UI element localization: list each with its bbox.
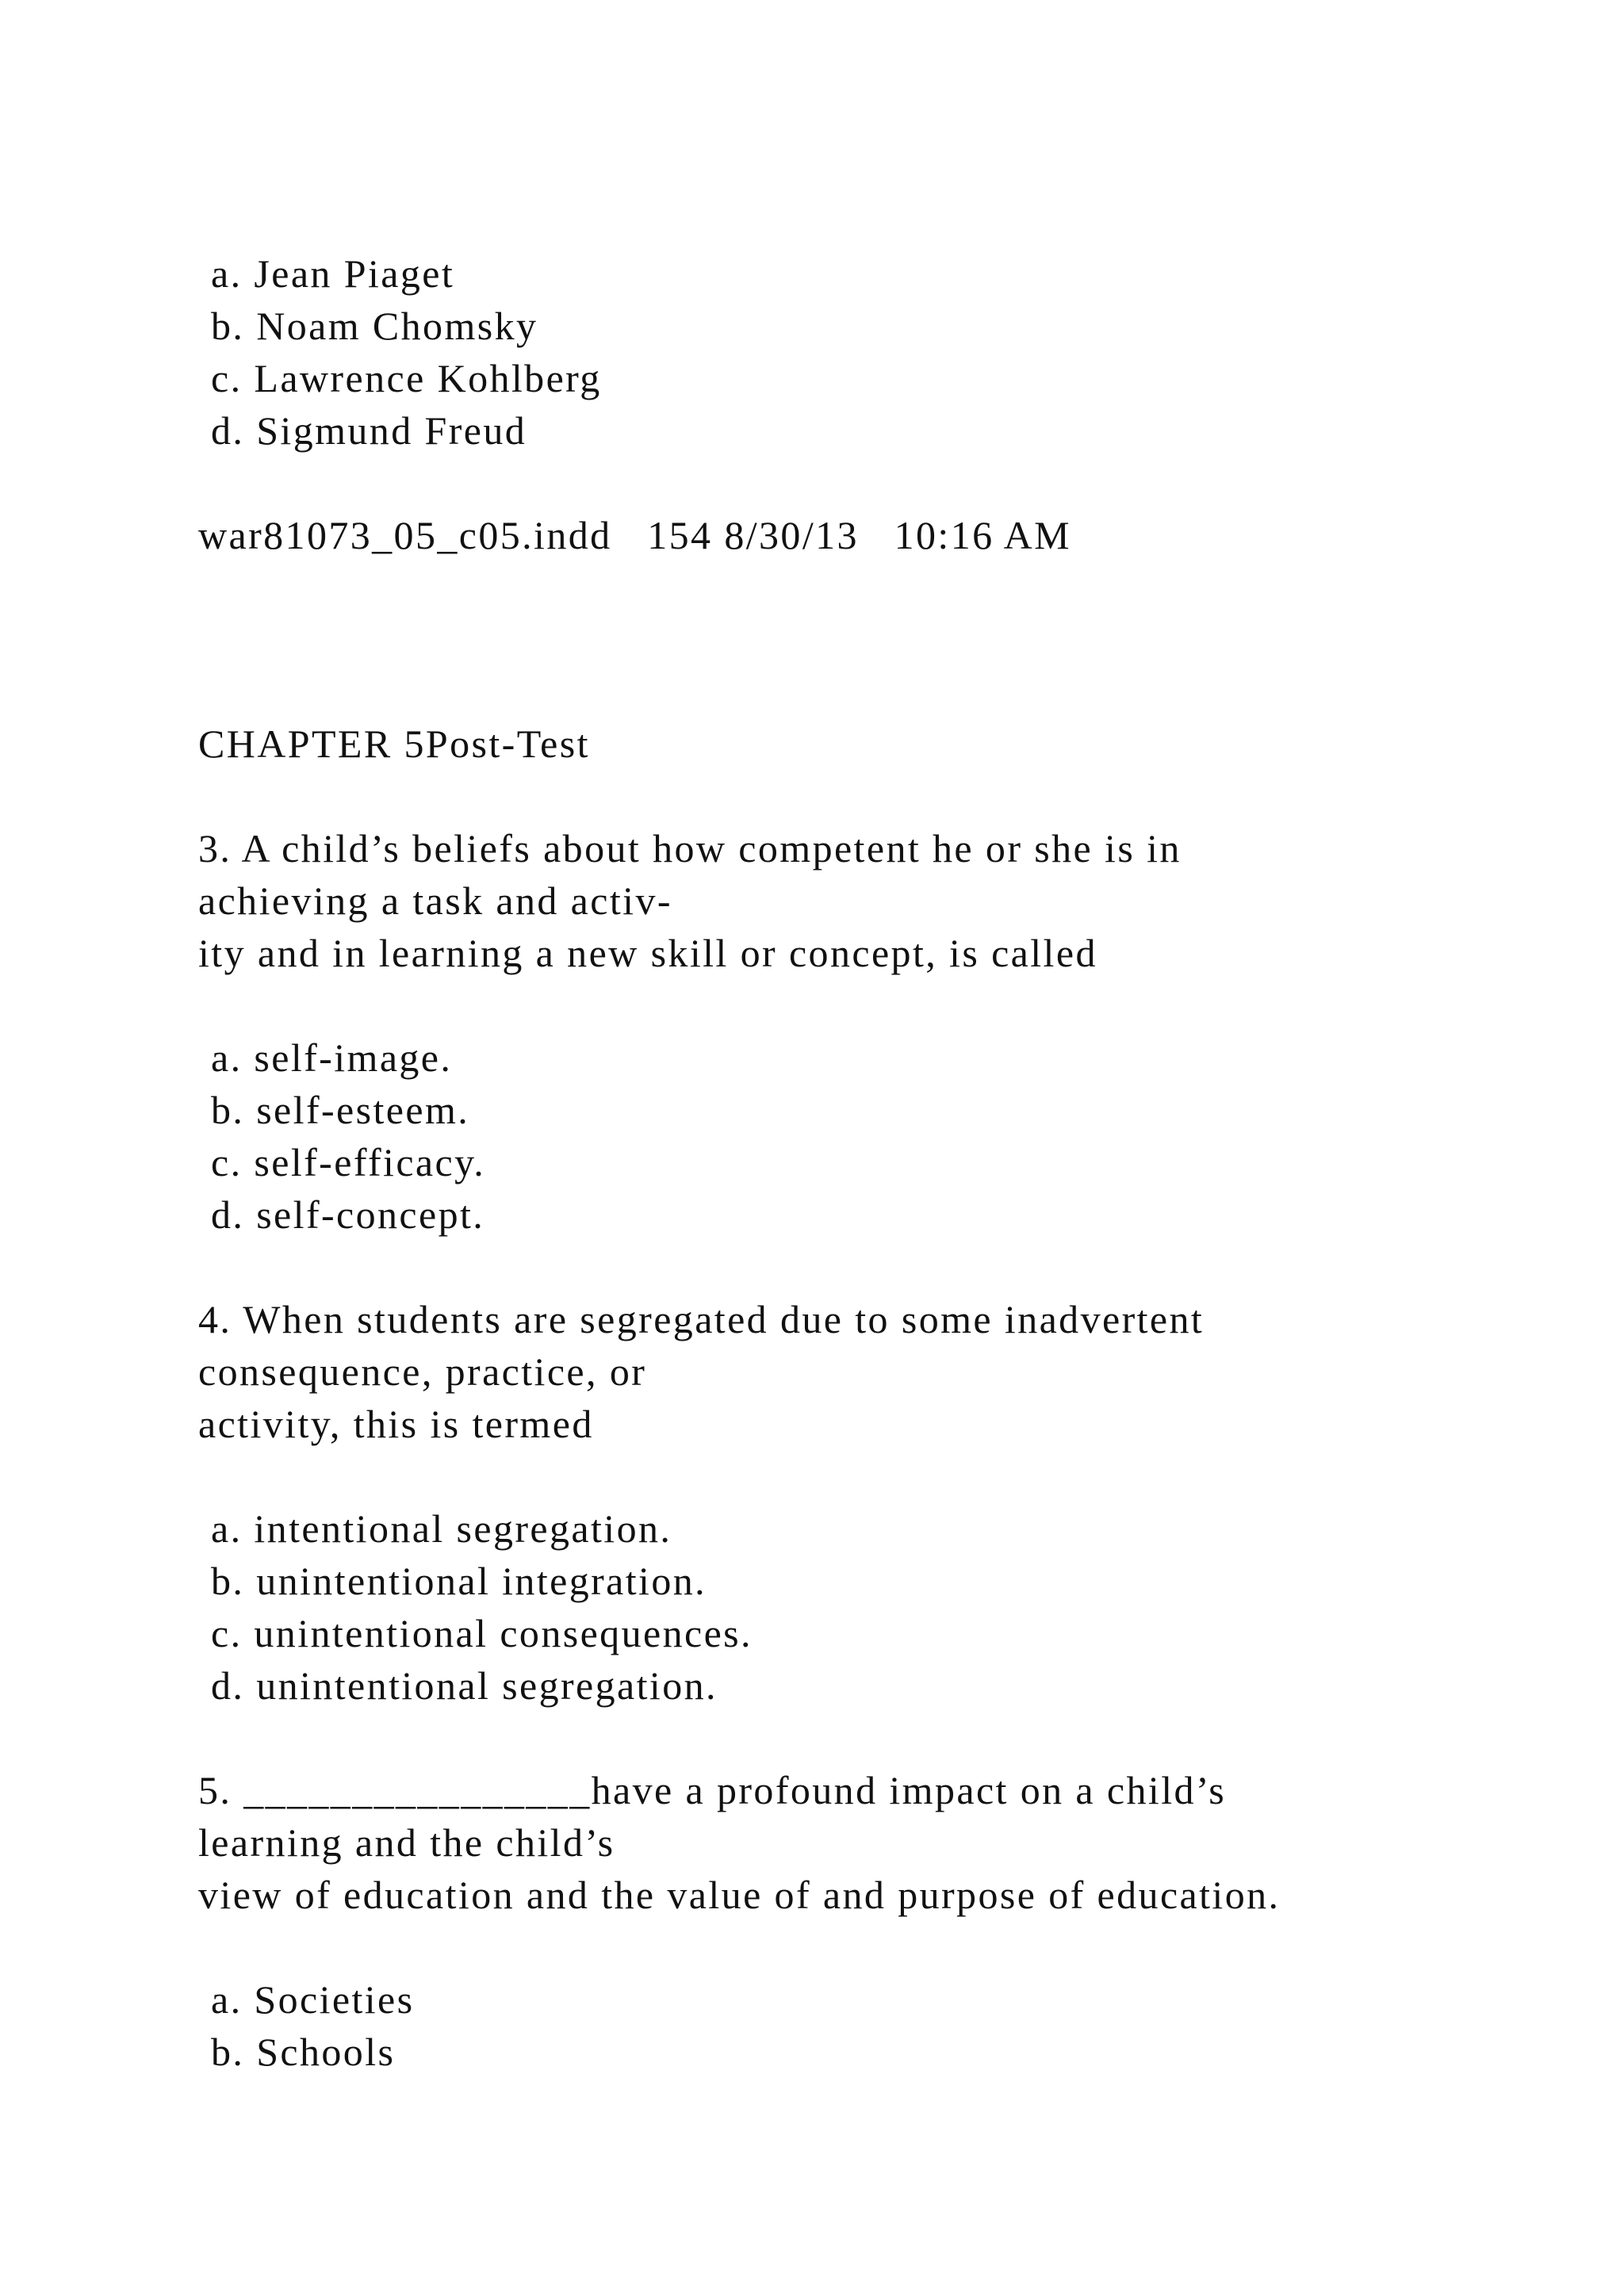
question-3-line-2: achieving a task and activ- — [198, 878, 672, 923]
file-slug: war81073_05_c05.indd 154 8/30/13 10:16 AM — [198, 513, 1072, 557]
question-4-line-1: 4. When students are segregated due to some inadvertent — [198, 1297, 1205, 1341]
question-5-option-b: b. Schools — [211, 2030, 396, 2074]
option-a: a. Jean Piaget — [211, 251, 455, 296]
question-4-line-2: consequence, practice, or — [198, 1349, 647, 1394]
question-4-option-a: a. intentional segregation. — [211, 1506, 672, 1551]
question-5-line-2: learning and the child’s — [198, 1820, 615, 1865]
question-5-option-a: a. Societies — [211, 1977, 415, 2022]
question-3-option-a: a. self-image. — [211, 1035, 453, 1080]
question-5-line-1: 5. ________________have a profound impact on a child’s — [198, 1768, 1227, 1812]
question-5-line-3: view of education and the value of and purpose of education. — [198, 1873, 1281, 1917]
question-3-option-d: d. self-concept. — [211, 1192, 485, 1237]
question-3-option-c: c. self-efficacy. — [211, 1140, 486, 1184]
question-4-option-c: c. unintentional consequences. — [211, 1611, 753, 1655]
question-3-line-3: ity and in learning a new skill or concept, is called — [198, 931, 1097, 975]
question-3-option-b: b. self-esteem. — [211, 1088, 470, 1132]
chapter-heading: CHAPTER 5Post-Test — [198, 721, 590, 766]
question-4-line-3: activity, this is termed — [198, 1402, 594, 1446]
question-4-option-d: d. unintentional segregation. — [211, 1663, 718, 1708]
option-c: c. Lawrence Kohlberg — [211, 356, 602, 400]
question-4-option-b: b. unintentional integration. — [211, 1559, 707, 1603]
question-3-line-1: 3. A child’s beliefs about how competent he or she is in — [198, 826, 1182, 871]
option-d: d. Sigmund Freud — [211, 408, 527, 453]
option-b: b. Noam Chomsky — [211, 304, 538, 348]
